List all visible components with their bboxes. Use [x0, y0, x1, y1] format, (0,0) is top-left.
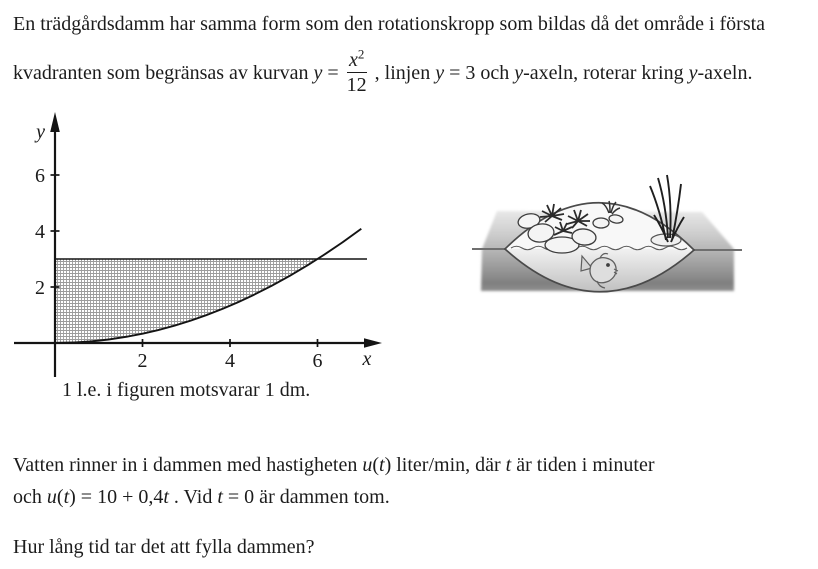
- fish-eye: [606, 263, 610, 267]
- fraction-x2-over-12: [346, 46, 367, 97]
- pond-illustration: [472, 175, 742, 292]
- intro-line-2: [13, 42, 752, 104]
- y-tick-6: 6: [35, 165, 45, 187]
- figure-caption: 1 l.e. i figuren motsvarar 1 dm.: [62, 379, 311, 401]
- fraction-numerator: $x^2$: [348, 46, 365, 71]
- fish-body: [590, 258, 616, 283]
- fraction-denominator: 12: [346, 74, 367, 97]
- function-graph: [14, 112, 382, 377]
- inflow-line-1: Vatten rinner in i dammen med hastigheten u(t) liter/min, där t är tiden i minuter: [13, 454, 655, 476]
- x-tick-2: 2: [137, 350, 148, 372]
- x-tick-4: 4: [225, 350, 235, 372]
- x-axis-arrow-icon: [364, 338, 382, 348]
- x-tick-6: 6: [312, 350, 323, 372]
- y-axis-label: y: [36, 121, 45, 143]
- question-text: Hur lång tid tar det att fylla dammen?: [13, 536, 315, 558]
- x-axis-label: x: [362, 348, 372, 370]
- inflow-line-2: och u(t) = 10 + 0,4t . Vid t = 0 är dammen tom.: [13, 486, 390, 508]
- y-tick-4: 4: [35, 221, 45, 243]
- y-axis-arrow-icon: [50, 112, 60, 132]
- fraction-bar: [347, 72, 367, 74]
- intro-line-1: En trädgårdsdamm har samma form som den rotationskropp som bildas då det område i första: [13, 13, 766, 35]
- intro-line-2-before-fraction: kvadranten som begränsas av kurvan y =: [13, 61, 339, 84]
- y-tick-2: 2: [35, 277, 45, 299]
- shaded-region: [55, 259, 318, 343]
- intro-line-2-after-fraction: , linjen y = 3 och y-axeln, roterar kring y-axeln.: [374, 61, 753, 84]
